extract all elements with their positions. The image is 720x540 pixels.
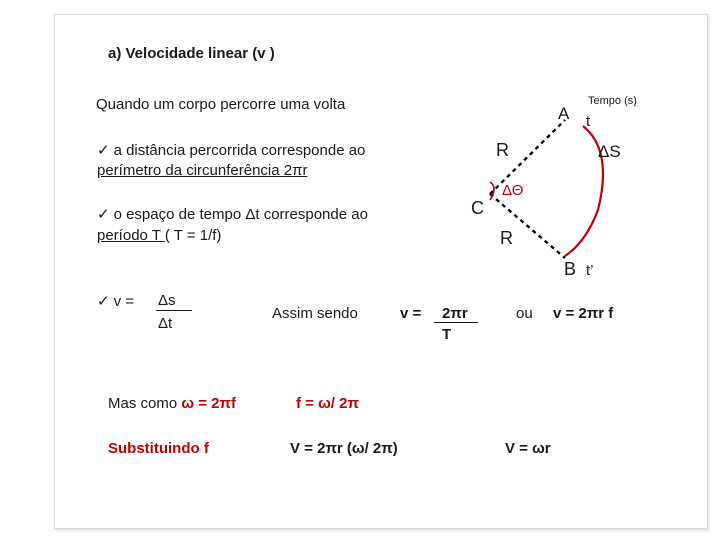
point-b-label: B xyxy=(564,259,577,279)
fraction-bar xyxy=(156,310,192,311)
final-formula: V = ωr xyxy=(505,440,551,457)
section-heading: a) Velocidade linear (v ) xyxy=(108,45,275,62)
period-text: período T xyxy=(97,227,165,244)
tempo-label: Tempo (s) xyxy=(588,95,637,107)
time-t-label: t xyxy=(586,113,591,130)
velocity2-lhs: v = xyxy=(400,305,422,322)
velocity-denominator: Δt xyxy=(158,315,173,332)
time-t-prime-label: t’ xyxy=(586,262,594,279)
assim-sendo-text: Assim sendo xyxy=(272,305,358,322)
mas-como-label: Mas como xyxy=(108,395,182,412)
mas-como-line xyxy=(108,395,236,412)
diagram-background xyxy=(438,90,666,298)
bullet-time-text: o espaço de tempo Δt corresponde ao xyxy=(113,206,368,223)
period-line xyxy=(97,227,221,244)
period-formula: ( T = 1/f) xyxy=(164,227,222,244)
velocity-numerator: Δs xyxy=(158,292,176,309)
delta-theta-label: ΔΘ xyxy=(502,182,524,199)
point-a-label: A xyxy=(558,104,570,123)
radius-top-label: R xyxy=(496,140,509,160)
circle-diagram xyxy=(438,90,666,298)
frequency-formula: f = ω/ 2π xyxy=(296,395,359,412)
bullet-distance xyxy=(97,141,365,159)
intro-text: Quando um corpo percorre uma volta xyxy=(96,96,346,113)
center-c-label: C xyxy=(471,198,484,218)
bullet-distance-text: a distância percorrida corresponde ao xyxy=(113,142,366,159)
delta-s-label: ΔS xyxy=(598,142,621,161)
velocity2-numerator: 2πr xyxy=(442,305,468,322)
bullet-time xyxy=(97,205,368,223)
velocity-lhs: v = xyxy=(113,293,135,310)
substituindo-label: Substituindo f xyxy=(108,440,209,457)
velocity3-formula: v = 2πr f xyxy=(553,305,614,322)
fraction-bar xyxy=(434,322,478,323)
radius-bottom-label: R xyxy=(500,228,513,248)
check-icon: ✓ xyxy=(97,293,110,310)
velocity2-denominator: T xyxy=(442,326,452,343)
substituted-formula: V = 2πr (ω/ 2π) xyxy=(290,440,398,457)
velocity-formula xyxy=(97,292,134,310)
ou-text: ou xyxy=(516,305,533,322)
check-icon: ✓ xyxy=(97,206,110,223)
check-icon: ✓ xyxy=(97,142,110,159)
perimeter-text: perímetro da circunferência 2πr xyxy=(97,162,308,179)
omega-formula: ω = 2πf xyxy=(181,395,236,412)
